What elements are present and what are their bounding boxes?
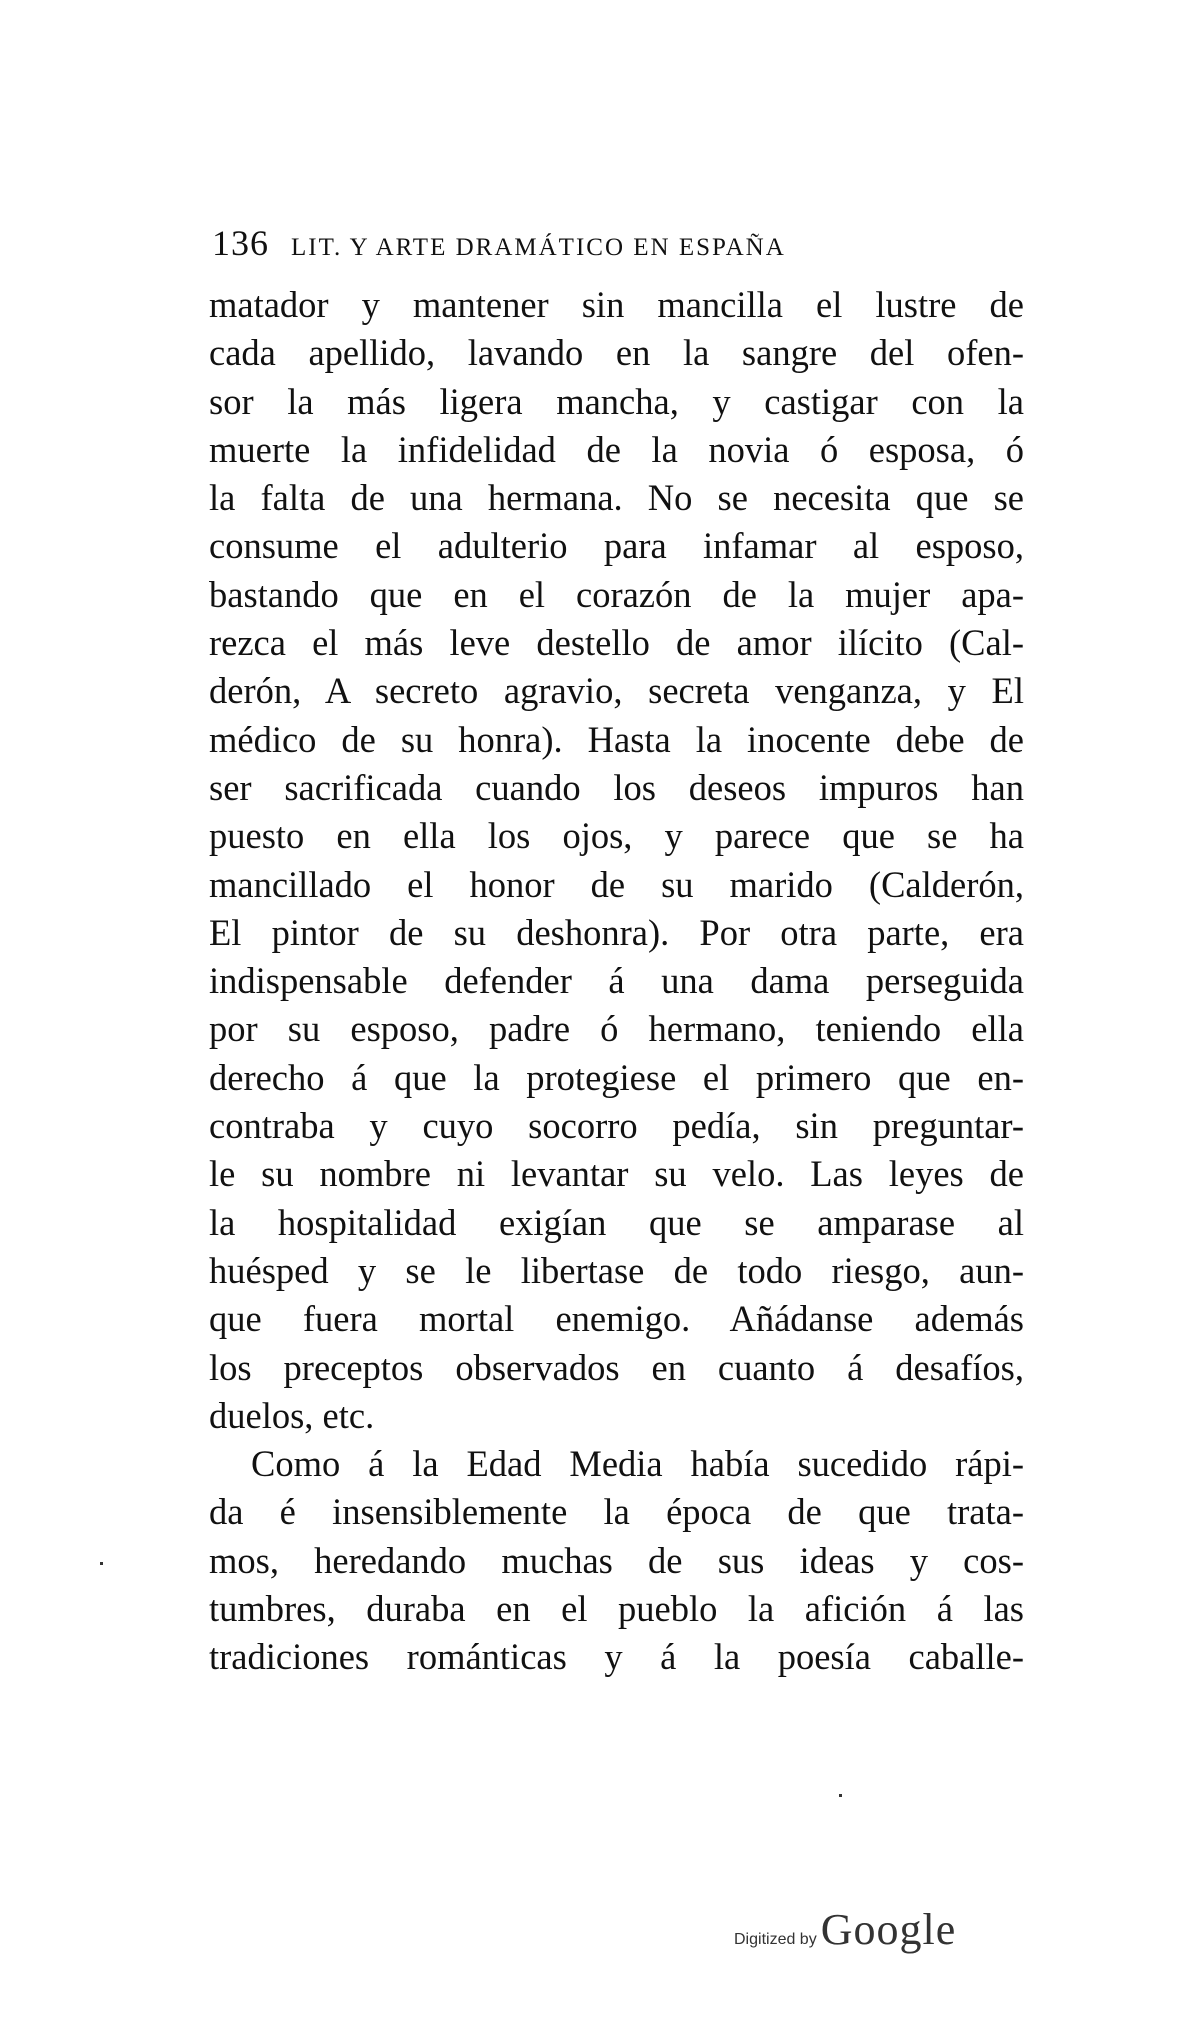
text-line: los preceptos observados en cuanto á desafíos, — [209, 1346, 1024, 1388]
text-line: mancillado el honor de su marido (Calderón, — [209, 863, 1024, 905]
text-line: bastando que en el corazón de la mujer apa- — [209, 573, 1024, 615]
body-text — [209, 281, 1024, 1682]
digitized-watermark — [734, 1904, 956, 1955]
scan-speck — [839, 1794, 842, 1797]
text-line: tumbres, duraba en el pueblo la afición á las — [209, 1588, 1024, 1630]
text-line: da é insensiblemente la época de que trata- — [209, 1491, 1024, 1533]
scan-speck — [100, 1562, 103, 1565]
text-line: muerte la infidelidad de la novia ó esposa, ó — [209, 428, 1024, 470]
text-line: duelos, etc. — [209, 1394, 375, 1436]
text-line: derecho á que la protegiese el primero que en- — [209, 1056, 1024, 1098]
text-line: la falta de una hermana. No se necesita que se — [209, 477, 1024, 519]
watermark-prefix: Digitized by — [734, 1931, 817, 1948]
text-line: tradiciones románticas y á la poesía caballe- — [209, 1636, 1024, 1678]
watermark-brand: Google — [820, 1905, 957, 1954]
text-line: mos, heredando muchas de sus ideas y cos- — [209, 1539, 1024, 1581]
running-title: LIT. Y ARTE DRAMÁTICO EN ESPAÑA — [291, 234, 786, 261]
text-line: médico de su honra). Hasta la inocente debe de — [209, 718, 1024, 760]
text-line: matador y mantener sin mancilla el lustre de — [209, 284, 1024, 325]
page-header — [212, 222, 1012, 266]
text-line: sor la más ligera mancha, y castigar con la — [209, 380, 1024, 422]
page-number: 136 — [212, 223, 269, 263]
text-line: ser sacrificada cuando los deseos impuros han — [209, 766, 1024, 808]
text-line: indispensable defender á una dama perseguida — [209, 960, 1024, 1002]
text-line: Como á la Edad Media había sucedido rápi- — [251, 1443, 1024, 1485]
text-line: la hospitalidad exigían que se amparase al — [209, 1201, 1024, 1243]
text-line: derón, A secreto agravio, secreta venganza, y El — [209, 670, 1024, 712]
text-line: rezca el más leve destello de amor ilícito (Cal- — [209, 622, 1024, 664]
text-line: contraba y cuyo socorro pedía, sin preguntar- — [209, 1105, 1024, 1147]
text-line: que fuera mortal enemigo. Añádanse además — [209, 1298, 1024, 1340]
text-line: consume el adulterio para infamar al esposo, — [209, 525, 1024, 567]
text-line: puesto en ella los ojos, y parece que se ha — [209, 815, 1024, 857]
text-line: cada apellido, lavando en la sangre del ofen- — [209, 332, 1024, 374]
text-line: huésped y se le libertase de todo riesgo, aun- — [209, 1249, 1024, 1291]
text-line: por su esposo, padre ó hermano, teniendo ella — [209, 1008, 1024, 1050]
text-line: El pintor de su deshonra). Por otra parte, era — [209, 911, 1024, 953]
text-line: le su nombre ni levantar su velo. Las leyes de — [209, 1153, 1024, 1195]
